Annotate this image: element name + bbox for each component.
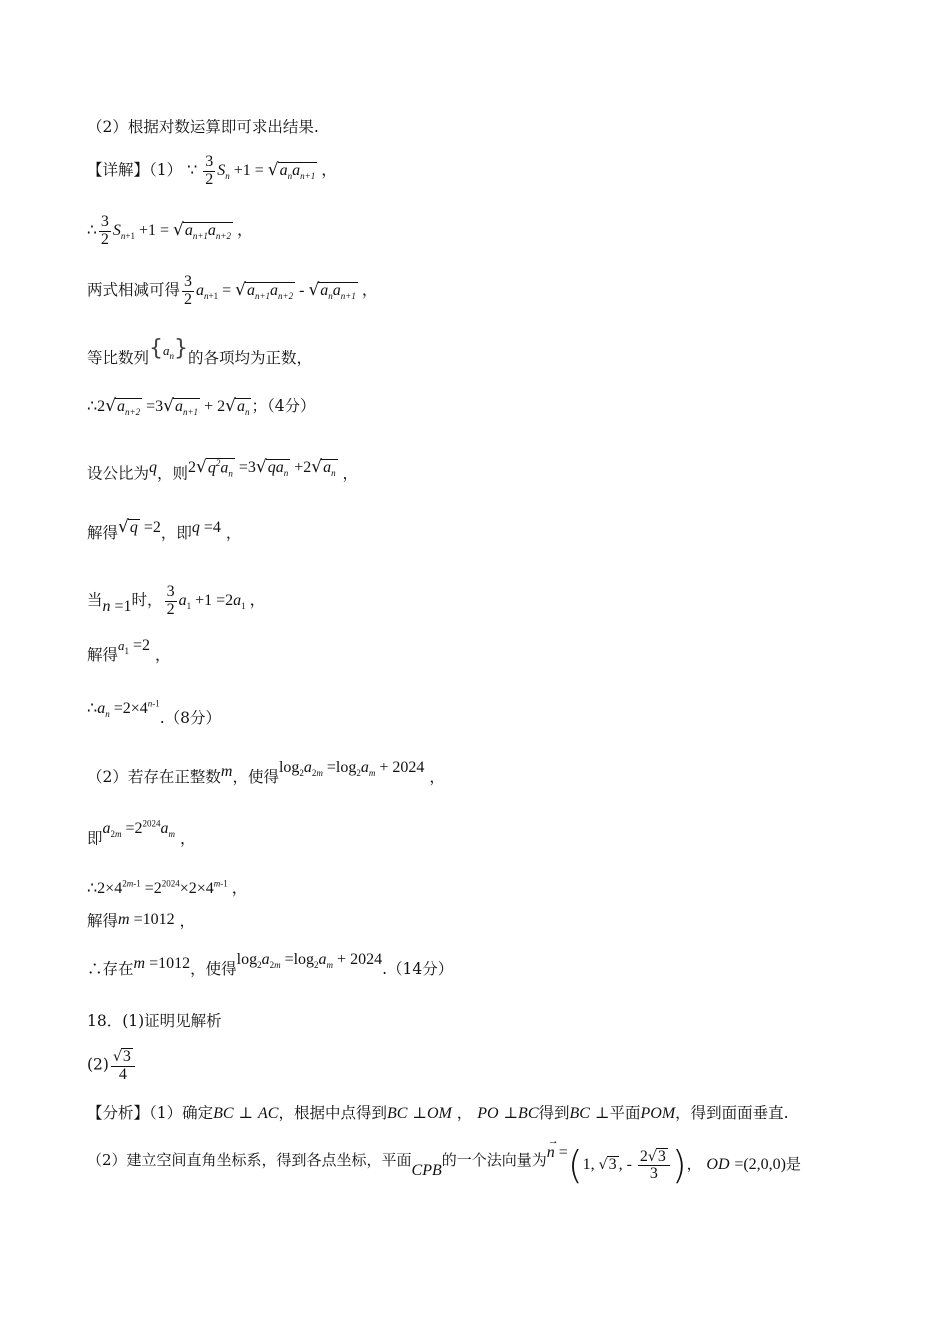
text: ∴存在 [87, 960, 134, 978]
line-5 [87, 336, 313, 369]
text: 设公比为 [87, 464, 150, 483]
line-14 [87, 880, 248, 897]
formula: ( [567, 1143, 583, 1187]
text: （2）建立空间直角坐标系，得到各点坐标，平面 [87, 1151, 412, 1169]
line-4 [87, 274, 378, 309]
text: 是 [786, 1155, 802, 1173]
formula: n =1 [102, 597, 132, 615]
text: 即 [87, 829, 103, 848]
line-16 [87, 951, 454, 980]
text: ，使得 [232, 768, 279, 786]
formula: $\therefore 2√a_{n+2} =3√a_{n+1} + 2√a_n$ [87, 396, 250, 418]
text: ，则 [157, 464, 189, 483]
var-m: m [220, 763, 233, 780]
line-2 [87, 154, 337, 189]
line-7: 设公比为q，则$2√q^2a_n =3√qa_n +2√a_n$ ， [87, 457, 359, 483]
formula: $a_{2m} =2^{2024}a_m$ [102, 819, 176, 840]
line-15: 解得m =1012 ， [87, 911, 196, 930]
label-detail: 【详解】（1） [87, 160, 183, 179]
line-8: 解得√q =2，即q =4 ， [87, 517, 242, 542]
score-note: ；（4分） [251, 397, 316, 415]
text: 两式相减可得 [87, 280, 181, 299]
text: 的一个法向量为 [441, 1151, 547, 1169]
line-12: （2）若存在正整数m，使得$\log_2a_{2m} =\log_2a_m + 2024$ ， [87, 759, 445, 786]
line-10: 解得$a_1 =2$ ， [87, 637, 171, 664]
formula: √q =2 [118, 517, 161, 537]
formula: m =1012 [133, 955, 191, 972]
text: 得到 [538, 1104, 570, 1122]
formula: $\frac{3}{2}$ $a_1 +1 =2a_1$ ， [166, 583, 266, 618]
formula: 1, √3 , - $\frac{2√3}{3}$ [583, 1156, 672, 1173]
label-analysis: 【分析】（1）确定 [87, 1104, 214, 1122]
formula: $\therefore a_n =2\times 4^{n-1}$ [87, 699, 160, 720]
text: ，根据中点得到 [278, 1104, 387, 1122]
text: 等比数列 [87, 349, 150, 367]
formula: CPB [411, 1162, 442, 1179]
formula: $\log_2a_{2m} =\log_2a_m + 2024$ [236, 951, 383, 971]
formula: BC [386, 1105, 408, 1122]
formula: $\therefore 2\times 4^{2m-1} =2^{2024}\times 2\times 4^{m-1}$ ， [87, 879, 248, 898]
formula: $\log_2a_{2m} =\log_2a_m + 2024$ [278, 759, 425, 779]
formula: $\frac{3}{2}$ $a_{n+1} = √a_{n+1}a_{n+2} - √a_na_{n+1}$ ， [184, 273, 378, 308]
line-20: （2）建立空间直角坐标系，得到各点坐标，平面CPB的一个法向量为 → n =(1, √3 , - $\frac{2√3}{3}$ )， OD =(2,0,0)是 [87, 1135, 802, 1187]
line-1 [87, 120, 319, 136]
text: （2）根据对数运算即可求出结果. [87, 118, 319, 136]
text: 时， [131, 590, 163, 609]
text: 的各项均为正数， [188, 349, 313, 367]
answer-heading: 18．(1)证明见解析 [87, 1012, 222, 1030]
line-6 [87, 398, 316, 417]
text: ，使得 [190, 960, 237, 978]
text: 解得 [87, 524, 119, 542]
formula: $a_1 =2$ [118, 637, 151, 657]
line-18 [87, 1048, 137, 1084]
formula: OD [706, 1156, 730, 1173]
line-11 [87, 699, 222, 728]
text: 解得 [87, 912, 119, 930]
formula: ) [671, 1143, 687, 1187]
text: 当 [87, 590, 103, 609]
text: ，得到面面垂直. [675, 1104, 789, 1122]
line-17 [87, 1014, 222, 1030]
formula: $\{a_n\}$ [149, 336, 189, 362]
score-note: .（8分） [159, 709, 222, 728]
text: (2) [87, 1055, 109, 1074]
text: 平面 [609, 1104, 641, 1122]
line-19: 【分析】（1）确定BC ⊥ AC，根据中点得到BC ⊥OM ， PO ⊥BC得到BC ⊥平面POM，得到面面垂直. [87, 1104, 789, 1122]
text: 解得 [87, 646, 119, 664]
formula: BC [213, 1105, 234, 1122]
formula: ∵ $\frac{3}{2}$ $S_n +1 = √a_na_{n+1}$ ， [187, 153, 338, 188]
formula: $\frac{3}{2}$ $S_{n+1} +1 = √a_{n+1}a_{n+2}$ ， [100, 213, 254, 248]
line-9 [87, 584, 266, 619]
formula-normal-vector: → n = [546, 1135, 568, 1161]
var-q: q [149, 459, 158, 477]
line-13: 即$a_{2m} =2^{2024}a_m$ ， [87, 819, 196, 848]
text: ，即 [160, 524, 192, 542]
formula: $2√q^2a_n =3√qa_n +2√a_n$ [188, 457, 336, 479]
therefore: ∴ [87, 220, 97, 239]
score-note: .（14分） [382, 960, 454, 978]
formula: q =4 [191, 519, 221, 536]
text: （2）若存在正整数 [87, 768, 221, 786]
formula: $\frac{√3}{4}$ [109, 1056, 137, 1073]
line-3 [87, 214, 253, 249]
formula: m =1012 [118, 911, 175, 928]
